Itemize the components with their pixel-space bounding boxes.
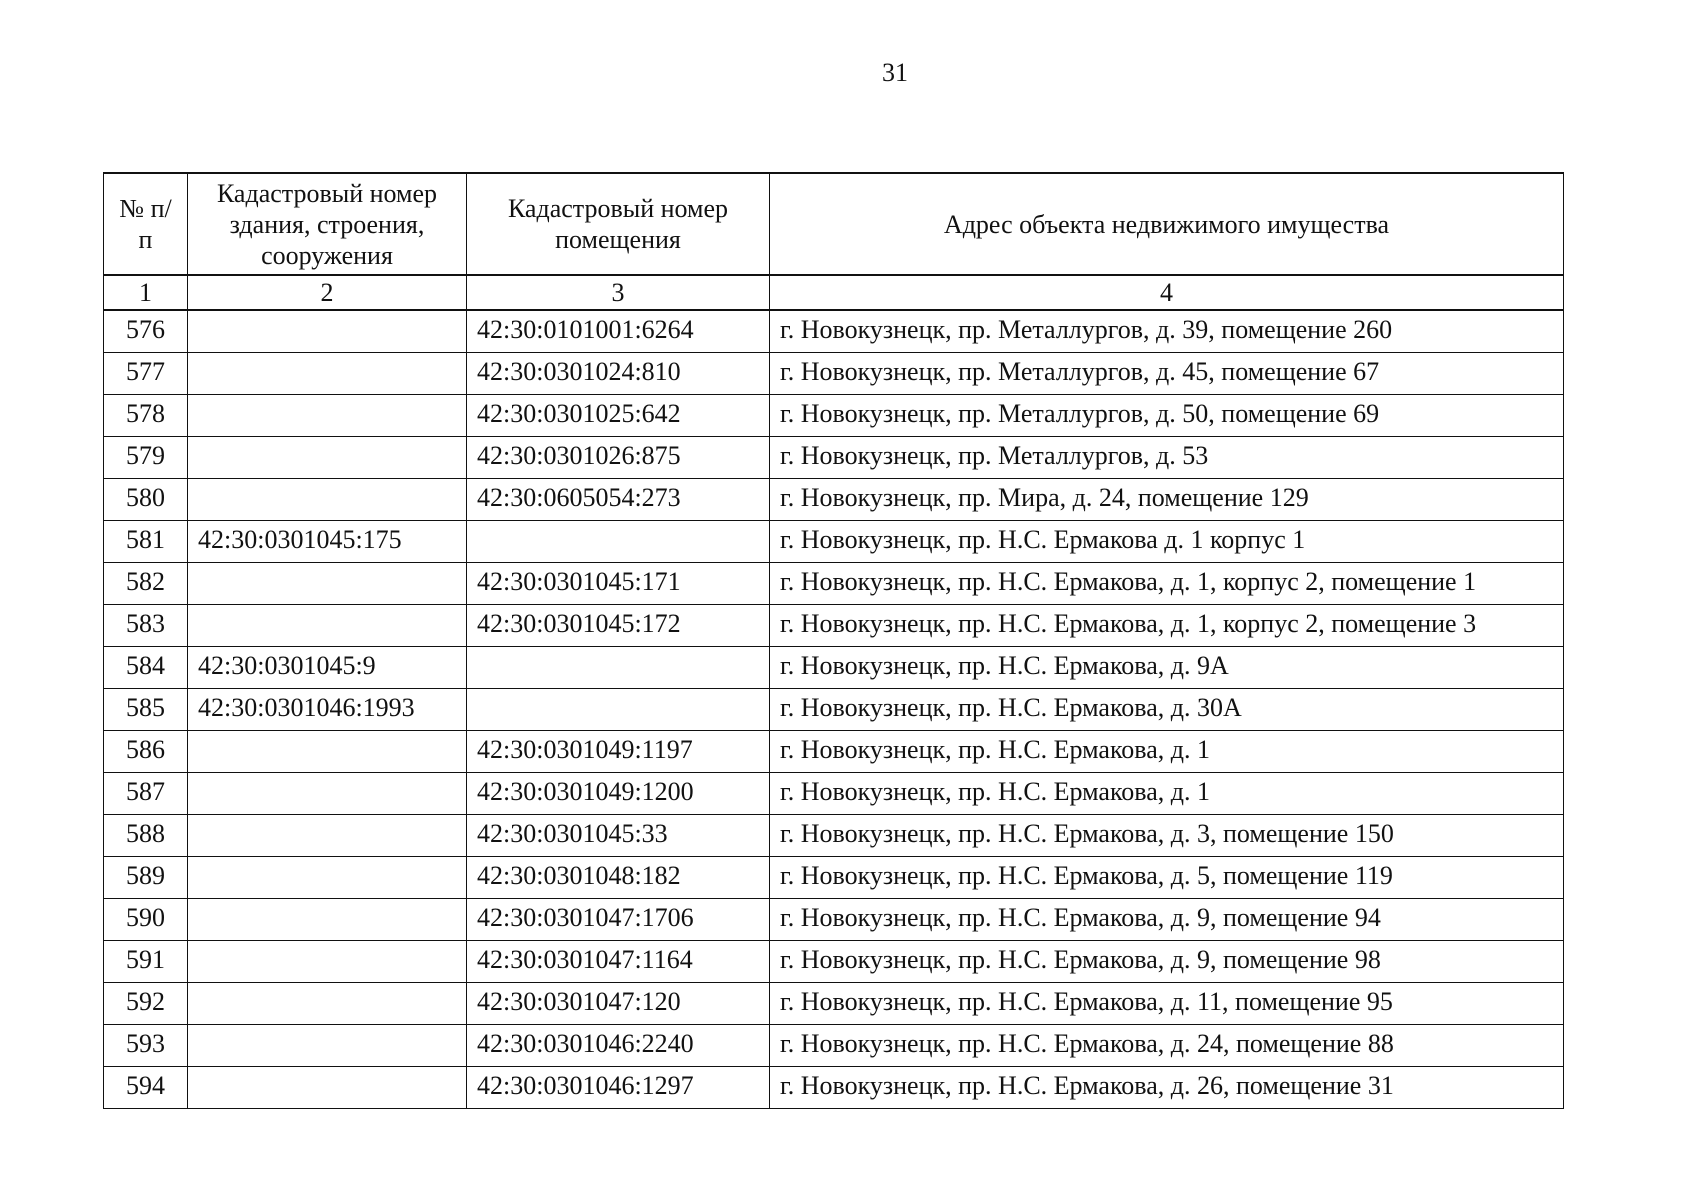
row-number: 579: [104, 437, 188, 479]
property-address: г. Новокузнецк, пр. Металлургов, д. 50, помещение 69: [770, 395, 1564, 437]
table-row: [104, 941, 1564, 983]
table-row: [104, 857, 1564, 899]
row-number: 585: [104, 689, 188, 731]
room-cadastral-number: 42:30:0301047:1164: [467, 941, 770, 983]
room-cadastral-number: 42:30:0301048:182: [467, 857, 770, 899]
room-cadastral-number: [467, 647, 770, 689]
row-number: 594: [104, 1067, 188, 1109]
row-number: 592: [104, 983, 188, 1025]
row-number: 580: [104, 479, 188, 521]
building-cadastral-number: [188, 731, 467, 773]
property-address: г. Новокузнецк, пр. Мира, д. 24, помещение 129: [770, 479, 1564, 521]
room-cadastral-number: 42:30:0301049:1200: [467, 773, 770, 815]
room-cadastral-number: 42:30:0301045:172: [467, 605, 770, 647]
room-cadastral-number: 42:30:0301025:642: [467, 395, 770, 437]
room-cadastral-number: 42:30:0301045:33: [467, 815, 770, 857]
property-address: г. Новокузнецк, пр. Металлургов, д. 53: [770, 437, 1564, 479]
row-number: 588: [104, 815, 188, 857]
table-row: [104, 605, 1564, 647]
table-row: [104, 773, 1564, 815]
table-body: [104, 275, 1564, 1109]
row-number: 576: [104, 310, 188, 353]
table-row: [104, 647, 1564, 689]
table-row: [104, 395, 1564, 437]
room-cadastral-number: 42:30:0301046:2240: [467, 1025, 770, 1067]
room-cadastral-number: 42:30:0301045:171: [467, 563, 770, 605]
room-cadastral-number: 42:30:0605054:273: [467, 479, 770, 521]
room-cadastral-number: 42:30:0301026:875: [467, 437, 770, 479]
building-cadastral-number: [188, 983, 467, 1025]
property-address: г. Новокузнецк, пр. Н.С. Ермакова, д. 26, помещение 31: [770, 1067, 1564, 1109]
header-room-cadastral: Кадастровый номер помещения: [467, 173, 770, 275]
property-address: г. Новокузнецк, пр. Металлургов, д. 39, помещение 260: [770, 310, 1564, 353]
row-number: 583: [104, 605, 188, 647]
building-cadastral-number: [188, 899, 467, 941]
property-address: г. Новокузнецк, пр. Н.С. Ермакова, д. 5, помещение 119: [770, 857, 1564, 899]
table-header: [104, 173, 1564, 275]
row-number: 577: [104, 353, 188, 395]
property-address: г. Новокузнецк, пр. Н.С. Ермакова, д. 1, корпус 2, помещение 1: [770, 563, 1564, 605]
property-address: г. Новокузнецк, пр. Н.С. Ермакова, д. 1: [770, 731, 1564, 773]
building-cadastral-number: [188, 395, 467, 437]
row-number: 589: [104, 857, 188, 899]
property-address: г. Новокузнецк, пр. Н.С. Ермакова, д. 9, помещение 94: [770, 899, 1564, 941]
property-address: г. Новокузнецк, пр. Н.С. Ермакова, д. 1, корпус 2, помещение 3: [770, 605, 1564, 647]
column-number: 4: [770, 275, 1564, 310]
building-cadastral-number: [188, 479, 467, 521]
building-cadastral-number: [188, 1067, 467, 1109]
row-number: 582: [104, 563, 188, 605]
property-address: г. Новокузнецк, пр. Н.С. Ермакова, д. 3, помещение 150: [770, 815, 1564, 857]
header-address: Адрес объекта недвижимого имущества: [770, 173, 1564, 275]
table-row: [104, 1067, 1564, 1109]
row-number: 584: [104, 647, 188, 689]
building-cadastral-number: [188, 941, 467, 983]
table-row: [104, 521, 1564, 563]
property-address: г. Новокузнецк, пр. Н.С. Ермакова д. 1 корпус 1: [770, 521, 1564, 563]
room-cadastral-number: 42:30:0301047:120: [467, 983, 770, 1025]
building-cadastral-number: [188, 1025, 467, 1067]
column-number: 3: [467, 275, 770, 310]
row-number: 578: [104, 395, 188, 437]
room-cadastral-number: 42:30:0301047:1706: [467, 899, 770, 941]
property-address: г. Новокузнецк, пр. Н.С. Ермакова, д. 1: [770, 773, 1564, 815]
building-cadastral-number: [188, 310, 467, 353]
column-number: 1: [104, 275, 188, 310]
table-row: [104, 689, 1564, 731]
column-number: 2: [188, 275, 467, 310]
table-row: [104, 437, 1564, 479]
room-cadastral-number: 42:30:0301049:1197: [467, 731, 770, 773]
property-registry-table: [103, 172, 1564, 1109]
building-cadastral-number: [188, 815, 467, 857]
column-numbers-row: [104, 275, 1564, 310]
header-number: № п/п: [104, 173, 188, 275]
row-number: 591: [104, 941, 188, 983]
building-cadastral-number: [188, 563, 467, 605]
table-row: [104, 310, 1564, 353]
room-cadastral-number: [467, 689, 770, 731]
building-cadastral-number: 42:30:0301045:175: [188, 521, 467, 563]
property-address: г. Новокузнецк, пр. Металлургов, д. 45, помещение 67: [770, 353, 1564, 395]
page-number: 31: [882, 58, 908, 87]
table-row: [104, 353, 1564, 395]
building-cadastral-number: [188, 773, 467, 815]
table-row: [104, 899, 1564, 941]
property-address: г. Новокузнецк, пр. Н.С. Ермакова, д. 11, помещение 95: [770, 983, 1564, 1025]
row-number: 587: [104, 773, 188, 815]
property-address: г. Новокузнецк, пр. Н.С. Ермакова, д. 24, помещение 88: [770, 1025, 1564, 1067]
table-row: [104, 479, 1564, 521]
row-number: 590: [104, 899, 188, 941]
row-number: 581: [104, 521, 188, 563]
property-address: г. Новокузнецк, пр. Н.С. Ермакова, д. 30А: [770, 689, 1564, 731]
table-row: [104, 815, 1564, 857]
header-building-cadastral: Кадастровый номер здания, строения, сооружения: [188, 173, 467, 275]
building-cadastral-number: 42:30:0301046:1993: [188, 689, 467, 731]
table-row: [104, 1025, 1564, 1067]
room-cadastral-number: 42:30:0101001:6264: [467, 310, 770, 353]
building-cadastral-number: [188, 353, 467, 395]
building-cadastral-number: 42:30:0301045:9: [188, 647, 467, 689]
table-row: [104, 731, 1564, 773]
room-cadastral-number: 42:30:0301046:1297: [467, 1067, 770, 1109]
property-address: г. Новокузнецк, пр. Н.С. Ермакова, д. 9, помещение 98: [770, 941, 1564, 983]
table-row: [104, 563, 1564, 605]
room-cadastral-number: [467, 521, 770, 563]
row-number: 586: [104, 731, 188, 773]
property-address: г. Новокузнецк, пр. Н.С. Ермакова, д. 9А: [770, 647, 1564, 689]
building-cadastral-number: [188, 437, 467, 479]
building-cadastral-number: [188, 857, 467, 899]
building-cadastral-number: [188, 605, 467, 647]
room-cadastral-number: 42:30:0301024:810: [467, 353, 770, 395]
table-row: [104, 983, 1564, 1025]
row-number: 593: [104, 1025, 188, 1067]
